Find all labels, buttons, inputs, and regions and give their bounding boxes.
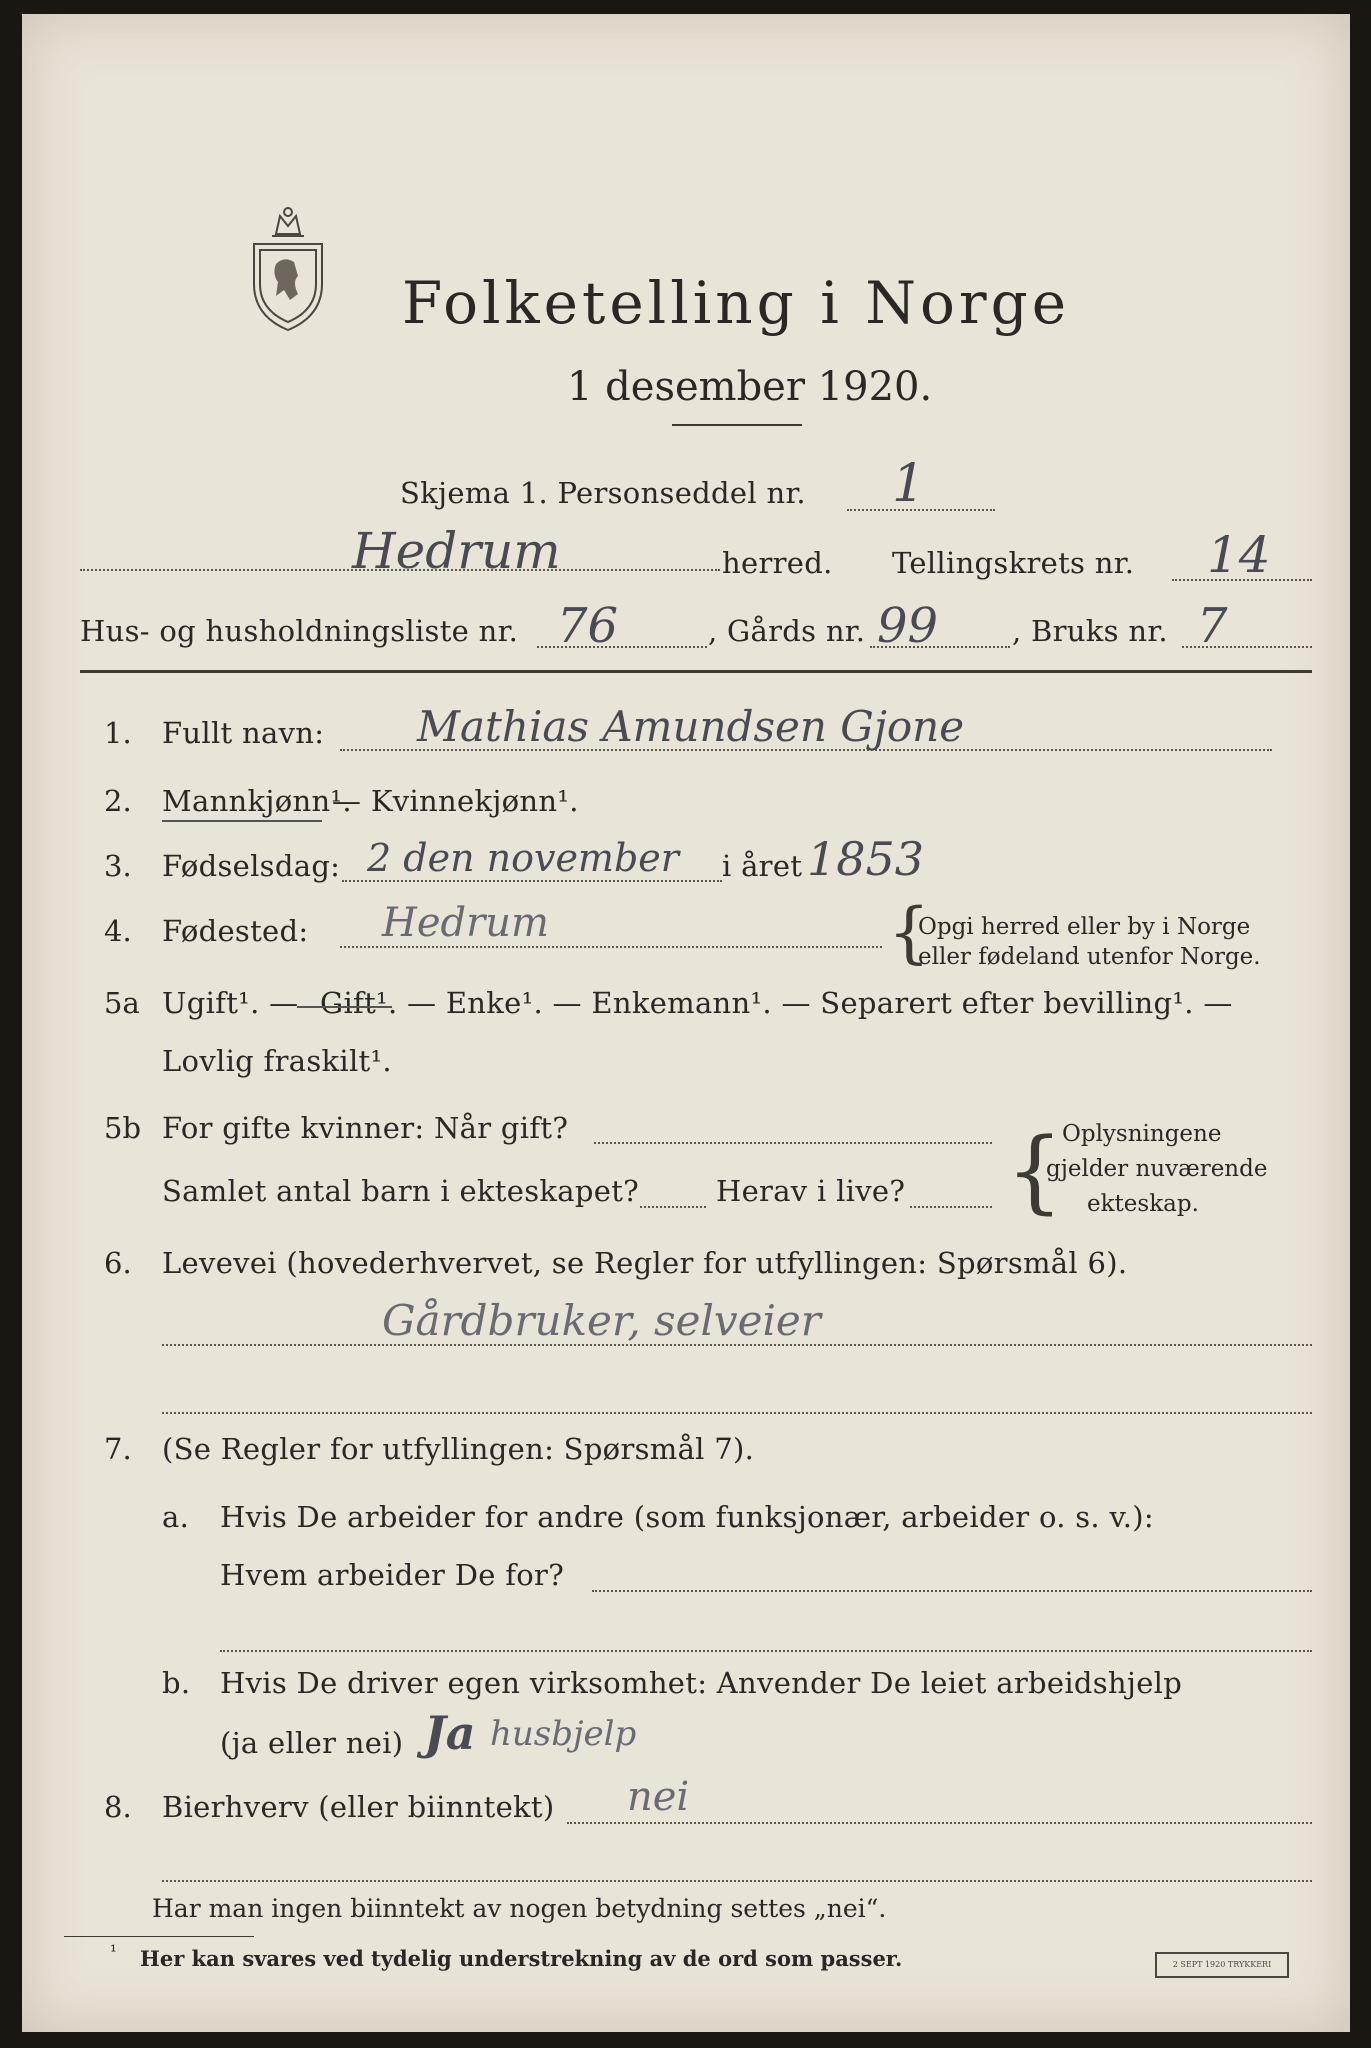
q8-label: Bierhverv (eller biinntekt) [162, 1790, 555, 1824]
header-divider [80, 670, 1312, 673]
q5a-text-a: Ugift¹. — [162, 986, 299, 1020]
footnote-mark: ¹ [110, 1942, 117, 1962]
q8-value: nei [627, 1774, 690, 1820]
q5a-number: 5a [104, 986, 140, 1020]
form-title: Folketelling i Norge [402, 269, 1071, 337]
q7a-line-1 [592, 1590, 1312, 1592]
q7a-text: Hvis De arbeider for andre (som funksjonær, arbeider o. s. v.): [220, 1500, 1154, 1534]
q5b-children-line [640, 1206, 706, 1208]
q3-number: 3. [104, 849, 132, 883]
gards-label: , Gårds nr. [708, 614, 866, 648]
q5b-herav: Herav i live? [716, 1174, 906, 1208]
q4-note-1: Opgi herred eller by i Norge [918, 914, 1251, 940]
q4-line [340, 946, 882, 948]
q2-number: 2. [104, 784, 132, 818]
q8-number: 8. [104, 1790, 132, 1824]
gards-value: 99 [877, 598, 939, 654]
q7b-value: Ja [424, 1706, 476, 1760]
q3-year-value: 1853 [807, 832, 925, 886]
q7a-letter: a. [162, 1500, 190, 1534]
title-divider [672, 424, 802, 426]
q5b-alive-line [910, 1206, 992, 1208]
q2-male: Mannkjønn¹. [162, 784, 352, 818]
q5b-number: 5b [104, 1111, 142, 1145]
q5a-line2: Lovlig fraskilt¹. [162, 1044, 392, 1078]
q3-value: 2 den november [367, 836, 679, 880]
q4-number: 4. [104, 914, 132, 948]
q8-line-1 [567, 1822, 1312, 1824]
q6-label: Levevei (hovederhvervet, se Regler for utfyllingen: Spørsmål 6). [162, 1246, 1128, 1280]
q1-number: 1. [104, 716, 132, 750]
q7-label: (Se Regler for utfyllingen: Spørsmål 7). [162, 1432, 755, 1466]
footnote-rule [64, 1936, 254, 1937]
q5b-married-line [594, 1142, 992, 1144]
footer-instruction: Har man ingen biinntekt av nogen betydning settes „nei“. [152, 1894, 887, 1923]
q4-label: Fødested: [162, 914, 309, 948]
q5b-note-1: Oplysningene [1062, 1121, 1222, 1147]
q5b-note-2: gjelder nuværende [1046, 1156, 1268, 1182]
herred-label: herred. [722, 546, 833, 580]
q5b-brace: { [1006, 1119, 1064, 1224]
q2-underline [162, 820, 322, 822]
census-form [22, 14, 1350, 2032]
q5b-note-3: ekteskap. [1087, 1191, 1199, 1217]
q7b-letter: b. [162, 1666, 191, 1700]
personseddel-value: 1 [892, 454, 926, 514]
husliste-label: Hus- og husholdningsliste nr. [80, 614, 519, 648]
skjema-label: Skjema 1. Personseddel nr. [400, 476, 806, 510]
footnote-text: Her kan svares ved tydelig understrekning av de ord som passer. [140, 1946, 903, 1971]
norwegian-coat-of-arms-icon [246, 204, 330, 334]
q8-line-2 [162, 1880, 1312, 1882]
q7a-question: Hvem arbeider De for? [220, 1558, 565, 1592]
tellingskrets-label: Tellingskrets nr. [892, 546, 1135, 580]
q7a-line-2 [220, 1650, 1312, 1652]
q5b-line2: Samlet antal barn i ekteskapet? [162, 1174, 639, 1208]
q4-brace: { [888, 894, 930, 971]
printer-stamp: 2 SEPT 1920 TRYKKERI [1155, 1952, 1289, 1978]
q5b-line1: For gifte kvinner: Når gift? [162, 1111, 569, 1145]
bruks-value: 7 [1197, 598, 1228, 654]
q7b-value-2: husbjelp [490, 1714, 637, 1754]
tellingskrets-value: 14 [1207, 526, 1271, 584]
q7b-text: Hvis De driver egen virksomhet: Anvender De leiet arbeidshjelp [220, 1666, 1183, 1700]
q1-value: Mathias Amundsen Gjone [417, 702, 965, 751]
form-date: 1 desember 1920. [567, 364, 933, 410]
herred-value: Hedrum [352, 522, 561, 580]
q6-number: 6. [104, 1246, 132, 1280]
q5a-text-b: — Enke¹. — Enkemann¹. — Separert efter bevilling¹. — [407, 986, 1233, 1020]
q7b-question: (ja eller nei) [220, 1726, 404, 1760]
q1-label: Fullt navn: [162, 716, 325, 750]
q5a-gift-mark [297, 1006, 392, 1008]
q6-value: Gårdbruker, selveier [382, 1296, 821, 1345]
q7-number: 7. [104, 1432, 132, 1466]
q3-label: Fødselsdag: [162, 849, 341, 883]
bruks-label: , Bruks nr. [1012, 614, 1168, 648]
q4-value: Hedrum [382, 900, 549, 946]
q6-line-1 [162, 1344, 1312, 1346]
q4-note-2: eller fødeland utenfor Norge. [918, 944, 1261, 970]
q3-line [342, 880, 722, 882]
q3-year-label: i året [722, 849, 803, 883]
q6-line-2 [162, 1412, 1312, 1414]
husliste-value: 76 [557, 598, 619, 654]
q5a-gift: Gift¹. [320, 986, 398, 1020]
q2-female: — Kvinnekjønn¹. [332, 784, 579, 818]
